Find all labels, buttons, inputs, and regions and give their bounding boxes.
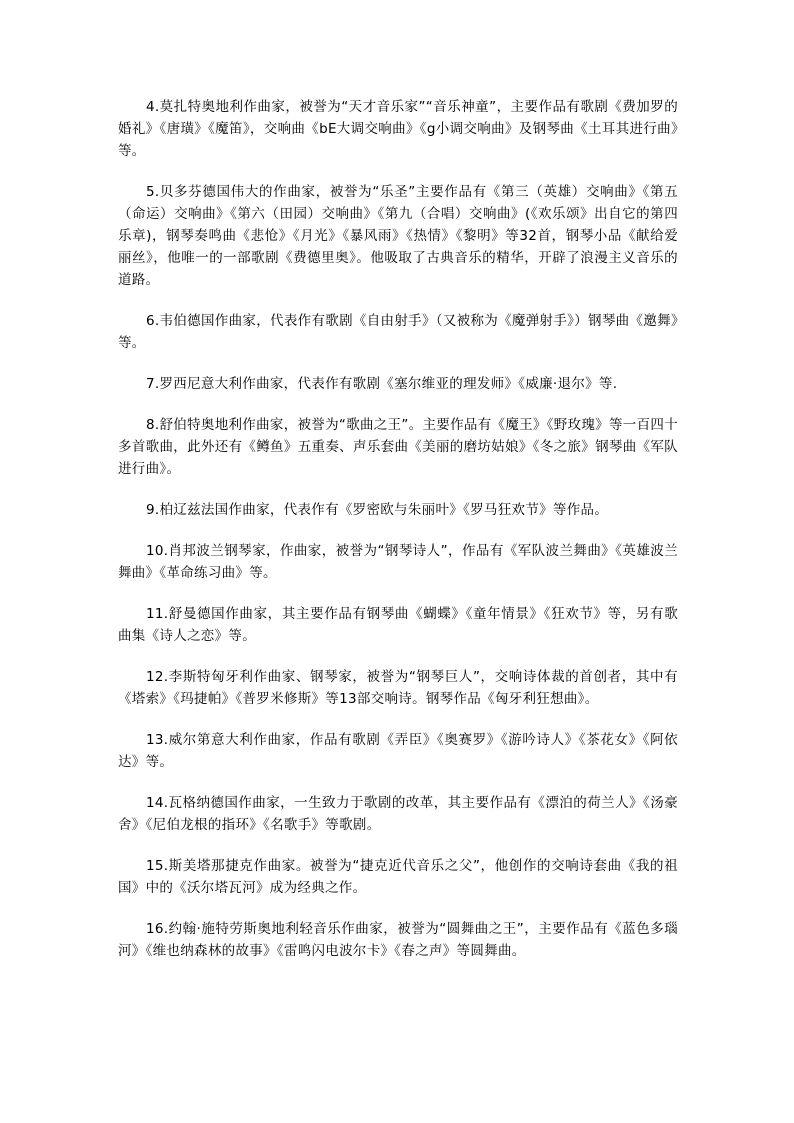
paragraph-weber: 6.韦伯德国作曲家，代表作有歌剧《自由射手》（又被称为《魔弹射手》）钢琴曲《邀舞》等。	[118, 313, 678, 351]
paragraph-johann-strauss: 16.约翰·施特劳斯奥地利轻音乐作曲家，被誉为“圆舞曲之王”，主要作品有《蓝色多瑙河》《维也纳森林的故事》《雷鸣闪电波尔卡》《春之声》等圆舞曲。	[118, 921, 678, 959]
paragraph-liszt: 12.李斯特匈牙利作曲家、钢琴家，被誉为“钢琴巨人”，交响诗体裁的首创者，其中有《塔索》《玛捷帕》《普罗米修斯》等13部交响诗。钢琴作品《匈牙利狂想曲》。	[118, 669, 678, 707]
paragraph-mozart: 4.莫扎特奥地利作曲家，被誉为“天才音乐家”“音乐神童”，主要作品有歌剧《费加罗的婚礼》《唐璜》《魔笛》，交响曲《bE大调交响曲》《g小调交响曲》及钢琴曲《土耳其进行曲》等。	[118, 99, 678, 159]
paragraph-beethoven: 5.贝多芬德国伟大的作曲家，被誉为“乐圣”主要作品有《第三（英雄）交响曲》《第五（命运）交响曲》《第六（田园）交响曲》《第九（合唱）交响曲》(《欢乐颂》出自它的第四乐章)，钢琴奏鸣曲《悲怆》《月光》《暴风雨》《热情》《黎明》等32首，钢琴小品《献给爱丽丝》，他唯一的一部歌剧《费德里奥》。他吸取了古典音乐的精华，开辟了浪漫主义音乐的道路。	[118, 184, 678, 288]
paragraph-schumann: 11.舒曼德国作曲家，其主要作品有钢琴曲《蝴蝶》《童年情景》《狂欢节》等，另有歌曲集《诗人之恋》等。	[118, 606, 678, 644]
paragraph-chopin: 10.肖邦波兰钢琴家，作曲家，被誉为“钢琴诗人”，作品有《军队波兰舞曲》《英雄波兰舞曲》《革命练习曲》等。	[118, 543, 678, 581]
paragraph-verdi: 13.威尔第意大利作曲家，作品有歌剧《弄臣》《奥赛罗》《游吟诗人》《茶花女》《阿依达》等。	[118, 732, 678, 770]
paragraph-wagner: 14.瓦格纳德国作曲家，一生致力于歌剧的改革，其主要作品有《漂泊的荷兰人》《汤豪舍》《尼伯龙根的指环》《名歌手》等歌剧。	[118, 795, 678, 833]
document-body	[118, 96, 678, 981]
paragraph-smetana: 15.斯美塔那捷克作曲家。被誉为“捷克近代音乐之父”，他创作的交响诗套曲《我的祖国》中的《沃尔塔瓦河》成为经典之作。	[118, 858, 678, 896]
paragraph-schubert: 8.舒伯特奥地利作曲家，被誉为“歌曲之王”。主要作品有《魔王》《野玫瑰》等一百四十多首歌曲，此外还有《鳟鱼》五重奏、声乐套曲《美丽的磨坊姑娘》《冬之旅》钢琴曲《军队进行曲》。	[118, 417, 678, 477]
paragraph-berlioz: 9.柏辽兹法国作曲家，代表作有《罗密欧与朱丽叶》《罗马狂欢节》等作品。	[146, 502, 609, 518]
paragraph-rossini: 7.罗西尼意大利作曲家，代表作有歌剧《塞尔维亚的理发师》《威廉·退尔》等.	[146, 376, 618, 392]
